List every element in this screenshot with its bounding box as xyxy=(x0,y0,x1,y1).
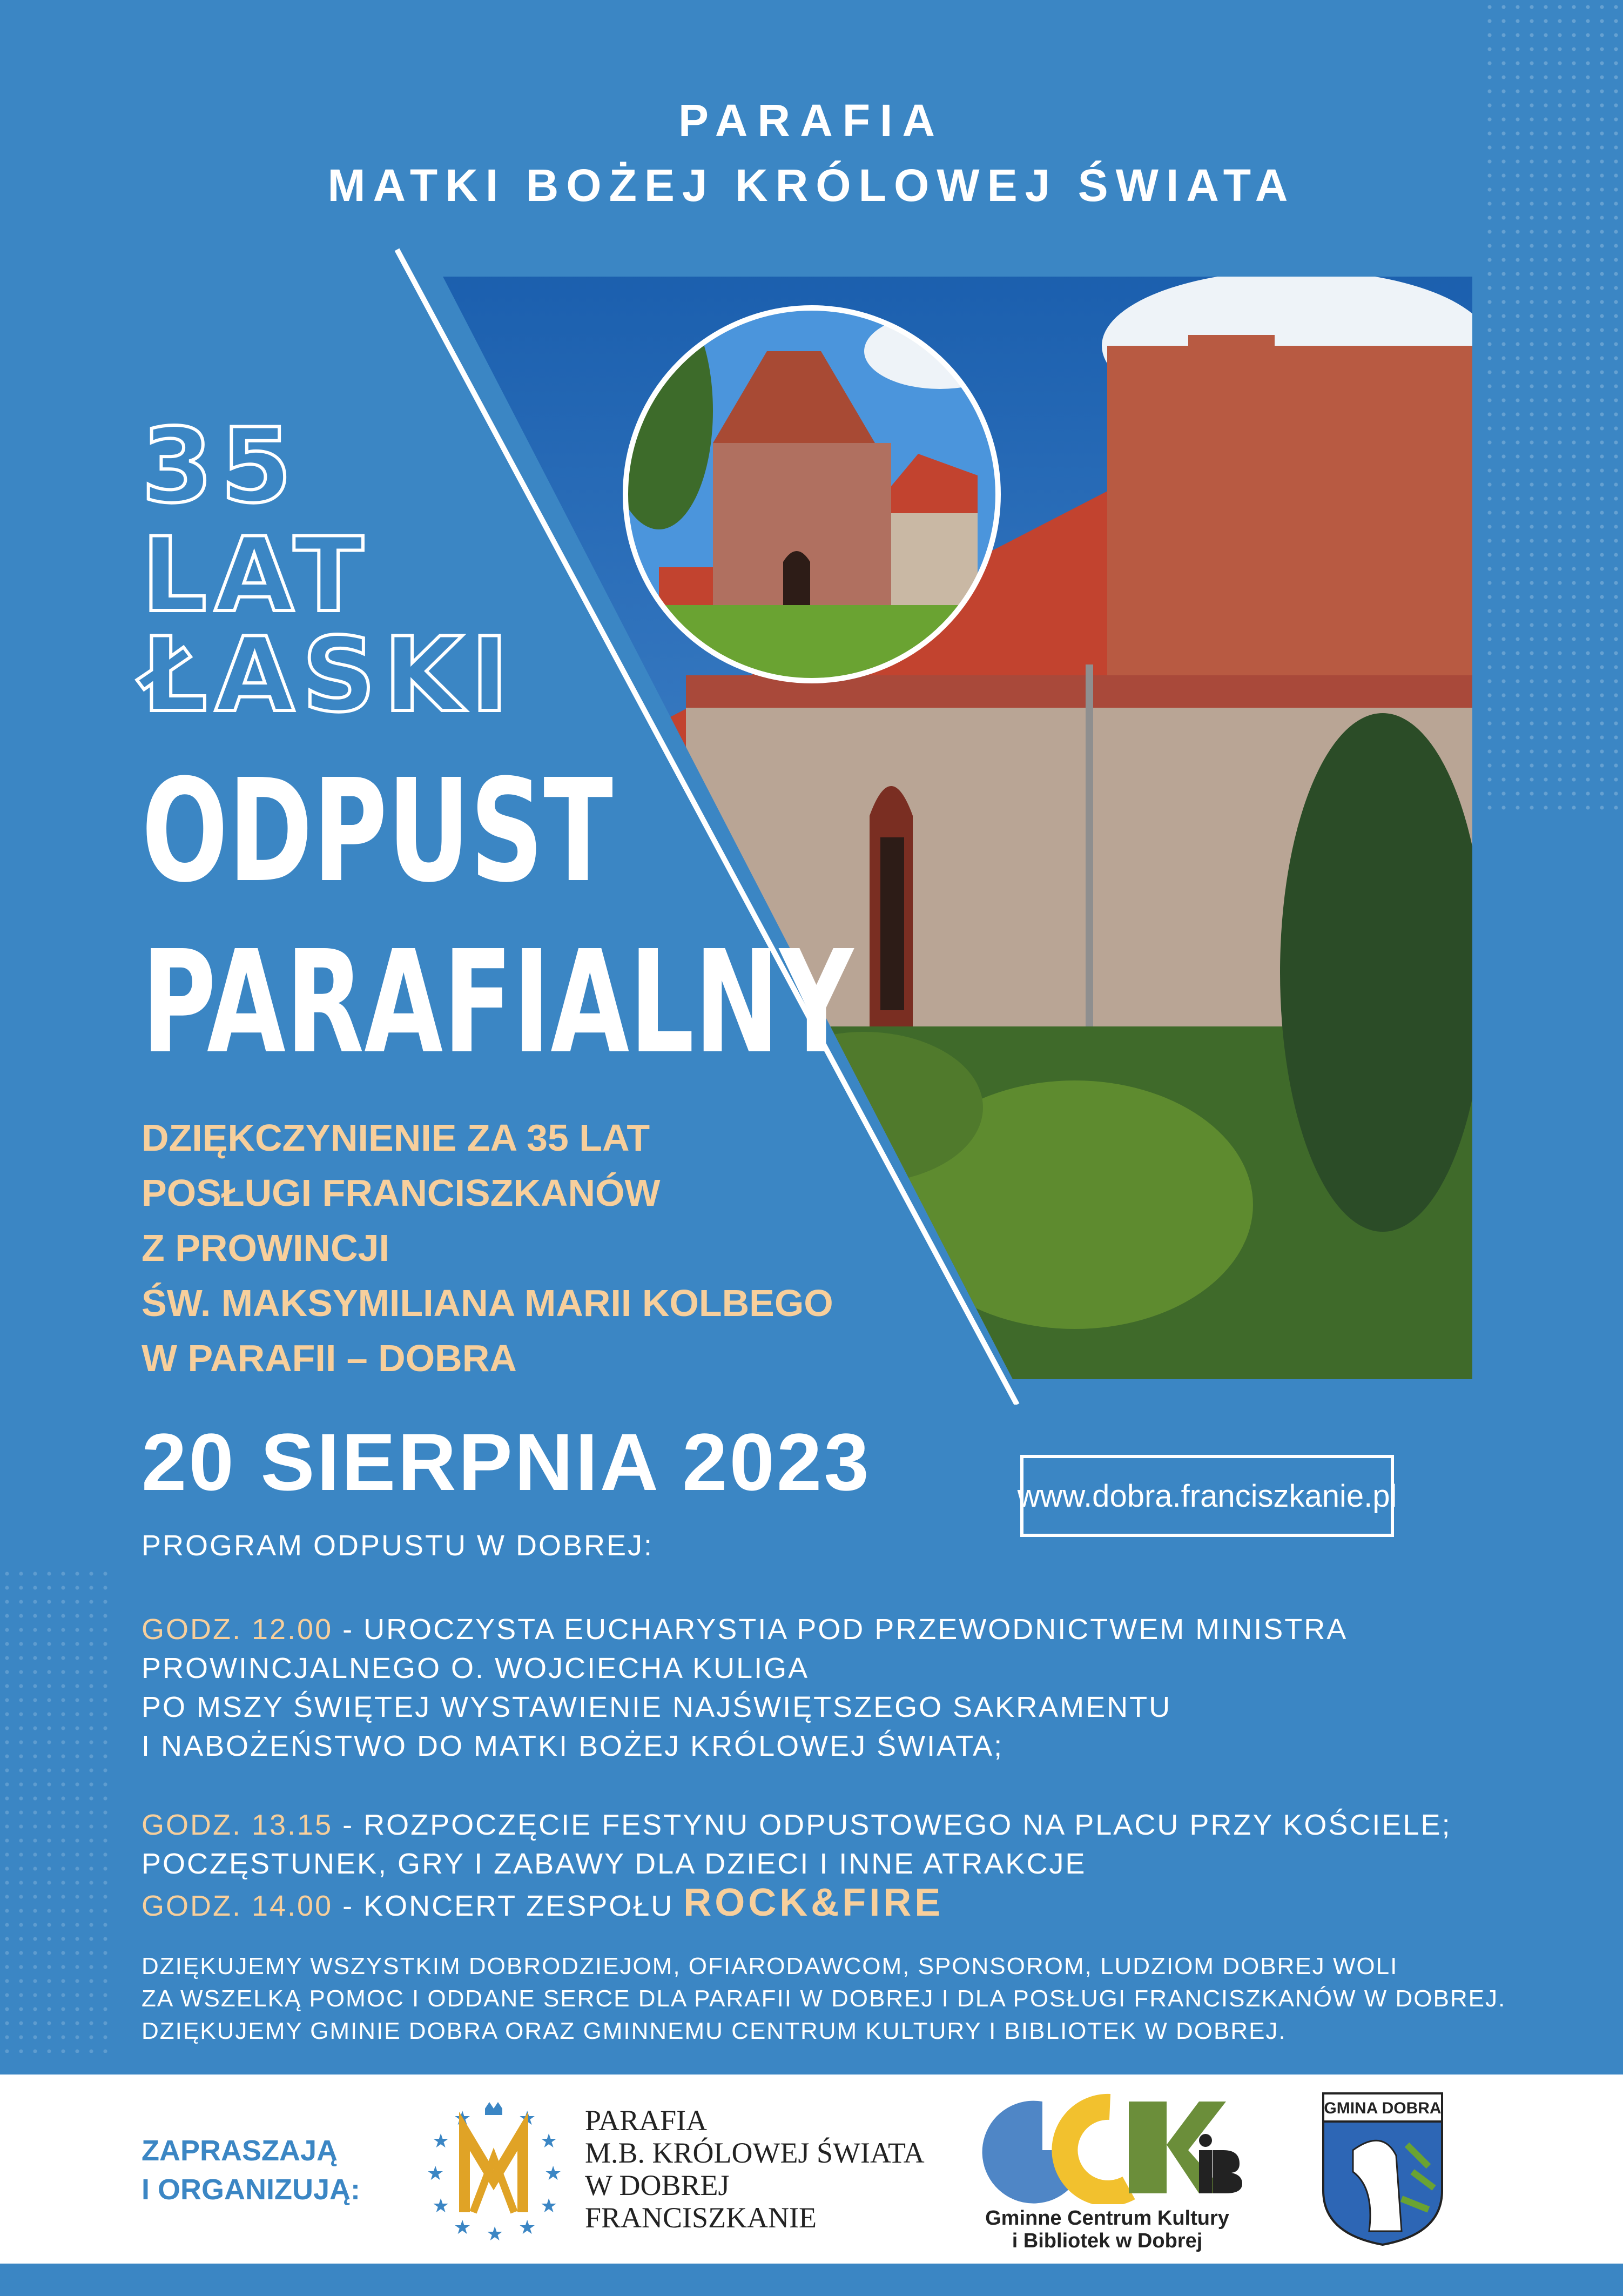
organizers-label-line: I ORGANIZUJĄ: xyxy=(142,2173,360,2206)
program-text: - ROZPOCZĘCIE FESTYNU ODPUSTOWEGO NA PLACU PRZY KOŚCIELE; xyxy=(333,1809,1452,1841)
crest-label: GMINA DOBRA xyxy=(1324,2099,1442,2117)
event-date: 20 SIERPNIA 2023 xyxy=(142,1416,871,1507)
gckib-logo xyxy=(967,2091,1248,2204)
program-text: - KONCERT ZESPOŁU xyxy=(333,1890,684,1922)
svg-text:★: ★ xyxy=(540,2194,558,2217)
svg-text:★: ★ xyxy=(432,2194,450,2217)
thanks-line: Z PROWINCJI xyxy=(142,1227,389,1269)
header-parish: PARAFIA xyxy=(678,95,945,146)
gmina-dobra-crest xyxy=(1321,2091,1445,2247)
program-item-2 xyxy=(142,1805,1451,1925)
svg-text:★: ★ xyxy=(544,2162,562,2184)
parish-line: M.B. KRÓLOWEJ ŚWIATA xyxy=(585,2137,925,2169)
headline-laski: ŁASKI xyxy=(142,615,516,735)
svg-text:★: ★ xyxy=(432,2130,450,2152)
parish-name-block xyxy=(585,2104,925,2234)
headline-parafialny: PARAFIALNY xyxy=(142,920,853,1085)
gckib-caption xyxy=(972,2207,1242,2252)
svg-text:★: ★ xyxy=(518,2216,536,2238)
program-text: POCZĘSTUNEK, GRY I ZABAWY DLA DZIECI I INNE ATRAKCJE xyxy=(142,1848,1087,1880)
thanks-line: POSŁUGI FRANCISZKANÓW xyxy=(142,1172,661,1214)
program-time: GODZ. 14.00 xyxy=(142,1890,333,1922)
program-time: GODZ. 12.00 xyxy=(142,1613,333,1646)
dot-pattern-left xyxy=(0,1567,108,2053)
program-time: GODZ. 13.15 xyxy=(142,1809,333,1841)
program-item-1 xyxy=(142,1610,1348,1765)
ack-line: DZIĘKUJEMY WSZYSTKIM DOBRODZIEJOM, OFIARODAWCOM, SPONSOROM, LUDZIOM DOBREJ WOLI xyxy=(142,1953,1398,1979)
svg-text:★: ★ xyxy=(427,2162,445,2184)
svg-text:★: ★ xyxy=(540,2130,558,2152)
band-name: ROCK&FIRE xyxy=(683,1881,944,1924)
svg-text:★: ★ xyxy=(518,2107,536,2129)
acknowledgements xyxy=(142,1950,1506,2047)
headline-lat: LAT xyxy=(142,515,371,635)
program-text: I NABOŻEŃSTWO DO MATKI BOŻEJ KRÓLOWEJ ŚWIATA; xyxy=(142,1730,1004,1762)
bottom-bar xyxy=(0,2264,1623,2296)
program-text: PO MSZY ŚWIĘTEJ WYSTAWIENIE NAJŚWIĘTSZEGO SAKRAMENTU xyxy=(142,1691,1172,1723)
ack-line: ZA WSZELKĄ POMOC I ODDANE SERCE DLA PARAFII W DOBREJ I DLA POSŁUGI FRANCISZKANÓW W DOBREJ. xyxy=(142,1985,1506,2012)
program-title: PROGRAM ODPUSTU W DOBREJ: xyxy=(142,1529,654,1562)
gckib-caption-line: i Bibliotek w Dobrej xyxy=(1012,2230,1203,2252)
svg-text:★: ★ xyxy=(486,2223,504,2245)
gckib-caption-line: Gminne Centrum Kultury xyxy=(985,2207,1229,2230)
thanks-line: W PARAFII – DOBRA xyxy=(142,1337,517,1379)
headline-odpust: ODPUST xyxy=(142,749,613,914)
thanks-line: ŚW. MAKSYMILIANA MARII KOLBEGO xyxy=(142,1282,833,1324)
organizers-label xyxy=(142,2131,360,2209)
program-text: PROWINCJALNEGO O. WOJCIECHA KULIGA xyxy=(142,1652,810,1684)
parish-line: W DOBREJ xyxy=(585,2169,730,2201)
svg-text:★: ★ xyxy=(454,2107,472,2129)
thanks-line: DZIĘKCZYNIENIE ZA 35 LAT xyxy=(142,1117,650,1159)
organizers-label-line: ZAPRASZAJĄ xyxy=(142,2134,338,2167)
marian-monogram-logo xyxy=(421,2099,567,2245)
headline-35: 35 xyxy=(142,406,300,526)
website-link[interactable]: www.dobra.franciszkanie.pl xyxy=(1020,1455,1394,1537)
program-text: - UROCZYSTA EUCHARYSTIA POD PRZEWODNICTWEM MINISTRA xyxy=(333,1613,1348,1646)
thanksgiving-text xyxy=(142,1110,833,1386)
header-parish-name: MATKI BOŻEJ KRÓLOWEJ ŚWIATA xyxy=(327,160,1296,211)
ack-line: DZIĘKUJEMY GMINIE DOBRA ORAZ GMINNEMU CENTRUM KULTURY I BIBLIOTEK W DOBREJ. xyxy=(142,2018,1287,2044)
parish-line: FRANCISZKANIE xyxy=(585,2201,817,2234)
svg-text:★: ★ xyxy=(454,2216,472,2238)
parish-line: PARAFIA xyxy=(585,2104,708,2137)
